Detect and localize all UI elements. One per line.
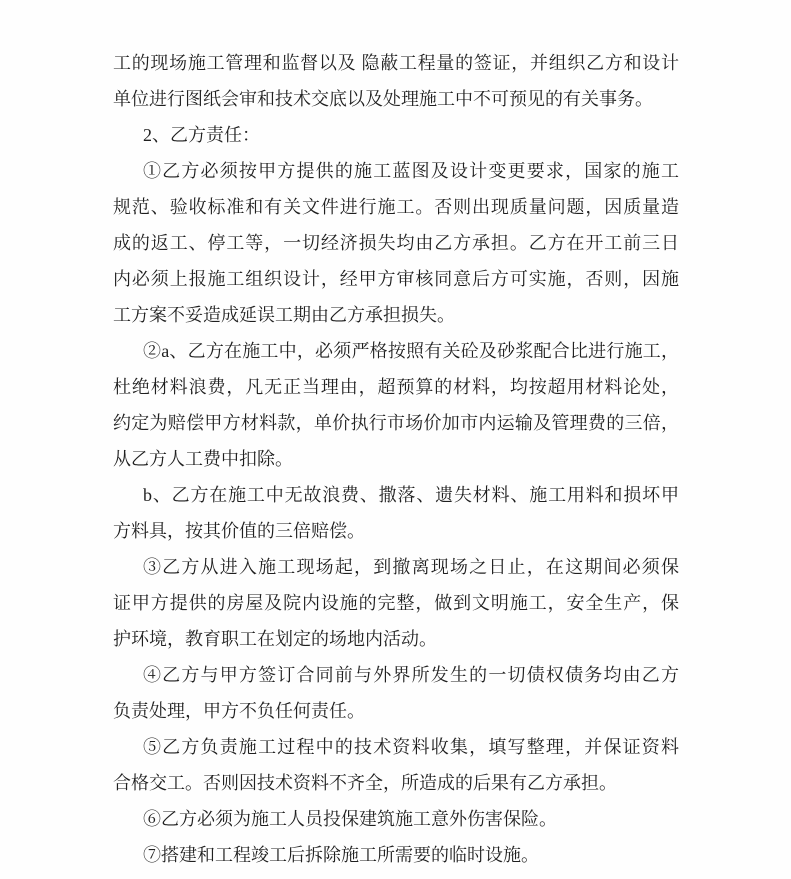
paragraph-item-3 [113, 549, 679, 657]
text-line: 证甲方提供的房屋及院内设施的完整，做到文明施工，安全生产，保 [113, 593, 679, 613]
text-line: 护环境，教育职工在划定的场地内活动。 [113, 629, 437, 649]
text-line: 内必须上报施工组织设计，经甲方审核同意后方可实施，否则，因施 [113, 269, 679, 289]
text-line: 从乙方人工费中扣除。 [113, 449, 293, 469]
text-line: ⑦搭建和工程竣工后拆除施工所需要的临时设施。 [143, 845, 539, 865]
text-line: 规范、验收标准和有关文件进行施工。否则出现质量问题，因质量造 [113, 197, 679, 217]
text-line: 方料具，按其价值的三倍赔偿。 [113, 521, 365, 541]
paragraph-item-7 [113, 837, 679, 873]
text-line: b、乙方在施工中无故浪费、撒落、遗失材料、施工用料和损坏甲 [143, 485, 679, 505]
paragraph-item-5 [113, 729, 679, 801]
paragraph-item-1 [113, 153, 679, 333]
paragraph-continuation [113, 45, 679, 117]
text-line: 2、乙方责任： [143, 125, 260, 145]
text-line: ⑥乙方必须为施工人员投保建筑施工意外伤害保险。 [143, 809, 557, 829]
paragraph-item-2b [113, 477, 679, 549]
text-line: 负责处理，甲方不负任何责任。 [113, 701, 365, 721]
text-line: ②a、乙方在施工中，必须严格按照有关砼及砂浆配合比进行施工， [143, 341, 679, 361]
text-line: ③乙方从进入施工现场起，到撤离现场之日止，在这期间必须保 [143, 557, 679, 577]
paragraph-item-4 [113, 657, 679, 729]
paragraph-heading-2 [113, 117, 679, 153]
text-line: 成的返工、停工等，一切经济损失均由乙方承担。乙方在开工前三日 [113, 233, 679, 253]
paragraph-item-6 [113, 801, 679, 837]
text-line: ⑤乙方负责施工过程中的技术资料收集，填写整理，并保证资料 [143, 737, 679, 757]
text-line: 工方案不妥造成延误工期由乙方承担损失。 [113, 305, 455, 325]
text-line: 工的现场施工管理和监督以及 隐蔽工程量的签证，并组织乙方和设计 [113, 53, 679, 73]
paragraph-item-2a [113, 333, 679, 477]
text-line: 杜绝材料浪费，凡无正当理由，超预算的材料，均按超用材料论处， [113, 377, 679, 397]
text-line: 约定为赔偿甲方材料款，单价执行市场价加市内运输及管理费的三倍， [113, 413, 679, 433]
text-line: ④乙方与甲方签订合同前与外界所发生的一切债权债务均由乙方 [143, 665, 679, 685]
text-line: ①乙方必须按甲方提供的施工蓝图及设计变更要求，国家的施工 [143, 161, 679, 181]
text-line: 合格交工。否则因技术资料不齐全，所造成的后果有乙方承担。 [113, 773, 617, 793]
text-line: 单位进行图纸会审和技术交底以及处理施工中不可预见的有关事务。 [113, 89, 653, 109]
